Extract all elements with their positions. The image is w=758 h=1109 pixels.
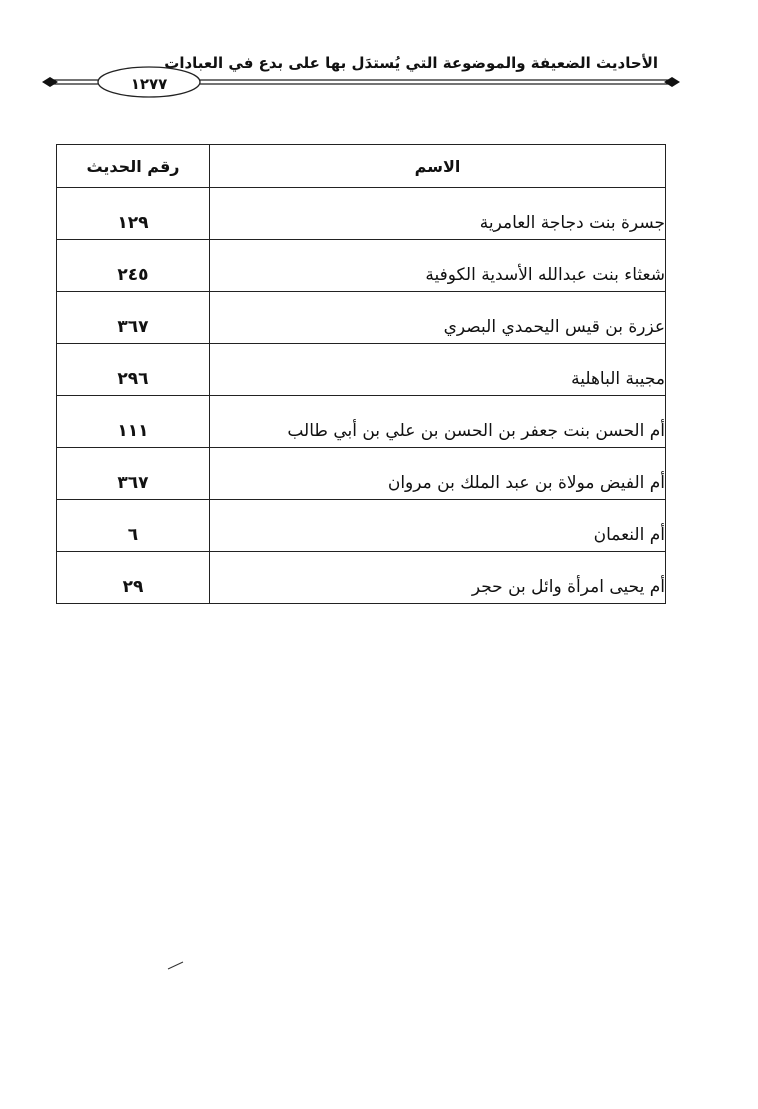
hadith-number: ٣٦٧: [57, 292, 210, 344]
column-header-name: الاسم: [210, 145, 666, 188]
narrator-name: أم الحسن بنت جعفر بن الحسن بن علي بن أبي طالب: [210, 396, 666, 448]
hadith-number: ٢٩٦: [57, 344, 210, 396]
narrator-name: مجيبة الباهلية: [210, 344, 666, 396]
hadith-number: ١٢٩: [57, 188, 210, 240]
column-header-hadith-number: رقم الحديث: [57, 145, 210, 188]
narrator-name: شعثاء بنت عبدالله الأسدية الكوفية: [210, 240, 666, 292]
hadith-number: ١١١: [57, 396, 210, 448]
narrator-name: عزرة بن قيس اليحمدي البصري: [210, 292, 666, 344]
narrator-name: جسرة بنت دجاجة العامرية: [210, 188, 666, 240]
narrator-name: أم يحيى امرأة وائل بن حجر: [210, 552, 666, 604]
page-number: ١٢٧٧: [130, 75, 168, 93]
hadith-number: ٣٦٧: [57, 448, 210, 500]
hadith-number: ٦: [57, 500, 210, 552]
narrator-name: أم الفيض مولاة بن عبد الملك بن مروان: [210, 448, 666, 500]
hadith-number: ٢٤٥: [57, 240, 210, 292]
narrator-name: أم النعمان: [210, 500, 666, 552]
hadith-number: ٢٩: [57, 552, 210, 604]
book-title: الأحاديث الضعيفة والموضوعة التي يُستدَل بها على بدع في العبادات: [164, 54, 658, 72]
